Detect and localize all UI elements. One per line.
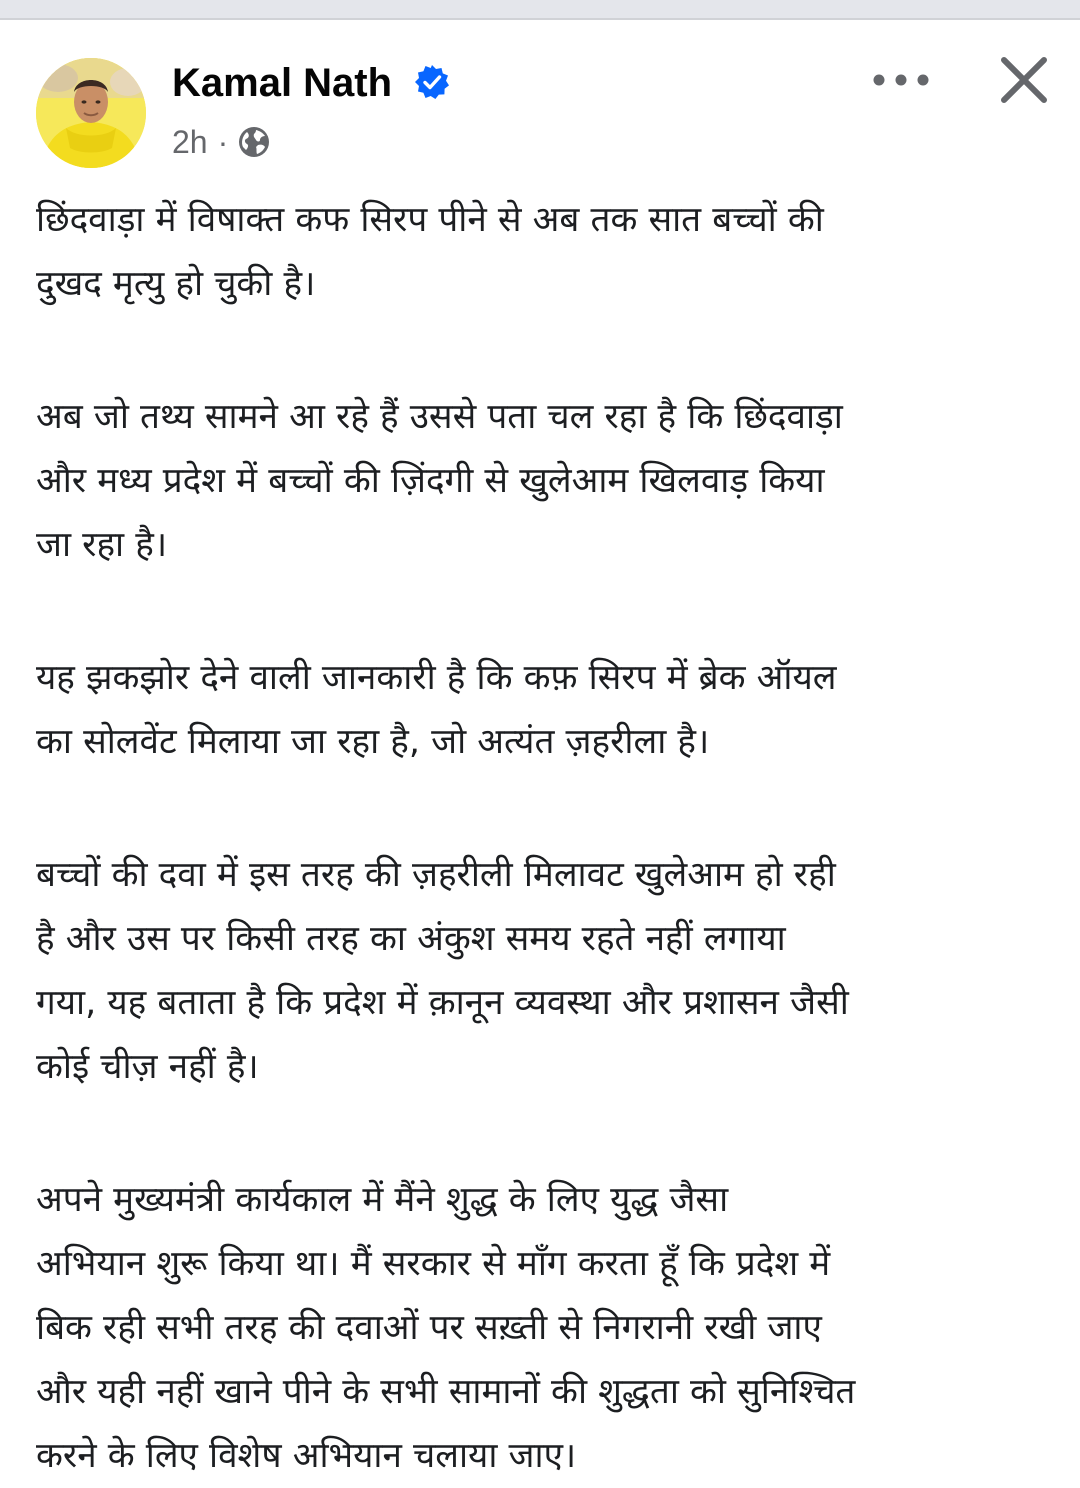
- author-name[interactable]: Kamal Nath: [172, 61, 393, 105]
- post-paragraph: छिंदवाड़ा में विषाक्त कफ सिरप पीने से अब तक सात बच्चों की दुखद मृत्यु हो चुकी है।: [36, 200, 824, 304]
- more-options-button[interactable]: [866, 60, 936, 100]
- post-time[interactable]: 2h: [172, 123, 208, 160]
- meta-separator: ·: [217, 123, 229, 160]
- post-paragraph: अब जो तथ्य सामने आ रहे हैं उससे पता चल रहा है कि छिंदवाड़ा और मध्य प्रदेश में बच्चों की ज़िंदगी से खुलेआम खिलवाड़ किया जा रहा है।: [36, 397, 843, 565]
- more-horizontal-icon: [871, 72, 931, 88]
- top-edge-strip: [0, 0, 1080, 20]
- close-icon: [999, 55, 1049, 105]
- post-header: [0, 20, 1080, 170]
- post-paragraph: यह झकझोर देने वाली जानकारी है कि कफ़ सिरप में ब्रेक ऑयल का सोलवेंट मिलाया जा रहा है, जो अत्यंत ज़हरीला है।: [36, 658, 837, 762]
- globe-icon[interactable]: [238, 126, 270, 158]
- post-body: [36, 188, 1056, 1488]
- close-button[interactable]: [994, 50, 1054, 110]
- post-paragraph: बच्चों की दवा में इस तरह की ज़हरीली मिलावट खुलेआम हो रही है और उस पर किसी तरह का अंकुश समय रहते नहीं लगाया गया, यह बताता है कि प्रदेश में क़ानून व्यवस्था और प्रशासन जैसी कोई चीज़ नहीं है।: [36, 855, 849, 1087]
- avatar[interactable]: [36, 58, 146, 168]
- post-meta: [172, 122, 270, 162]
- verified-badge-icon: [414, 64, 450, 100]
- post-paragraph: अपने मुख्यमंत्री कार्यकाल में मैंने शुद्ध के लिए युद्ध जैसा अभियान शुरू किया था। मैं सरकार से माँग करता हूँ कि प्रदेश में बिक रही सभी तरह की दवाओं पर सख़्ती से निगरानी रखी जाए और यही नहीं खाने पीने के सभी सामानों की शुद्धता को सुनिश्चित करने के लिए विशेष अभियान चलाया जाए।: [36, 1180, 856, 1476]
